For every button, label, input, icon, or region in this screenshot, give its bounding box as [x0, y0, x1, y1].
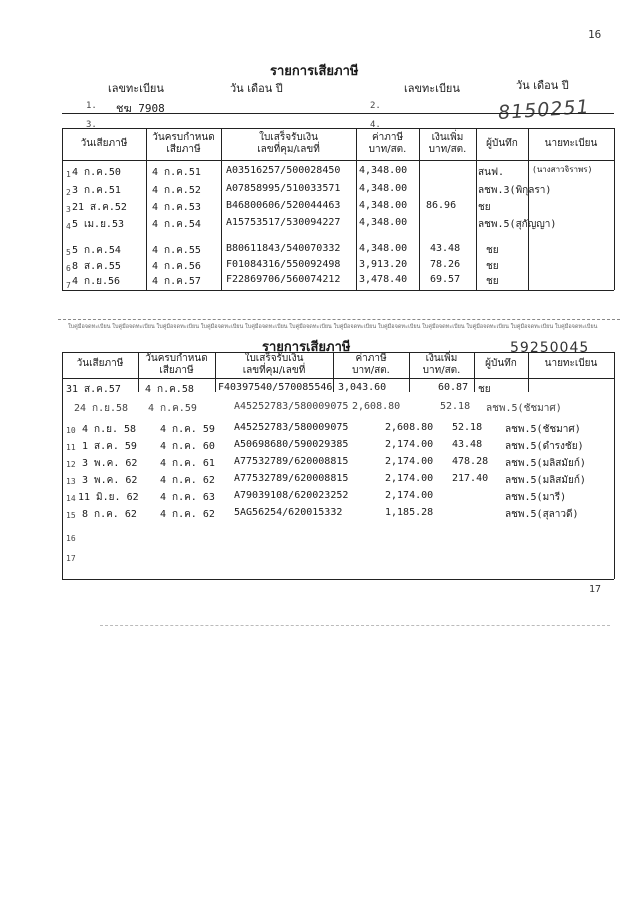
row-number: 17 [66, 554, 76, 563]
col-header-tax: ค่าภาษี บาท/สต. [368, 132, 407, 155]
receipt-number: A45252783/580009075 [234, 401, 349, 412]
recorder: ลชพ.5(สุกัญญา) [478, 219, 557, 230]
due-date: 4 ก.ค. 61 [160, 458, 215, 469]
due-date: 4 ก.ค.55 [152, 245, 201, 256]
paid-date: 21 ส.ค.52 [72, 202, 127, 213]
row-number: 13 [66, 477, 76, 486]
tax-amount: 3,043.60 [338, 382, 387, 393]
col-header-registrar: นายทะเบียน [544, 358, 598, 369]
col-header-due-date: วันครบกำหนด เสียภาษี [145, 353, 208, 376]
tax-amount: 4,348.00 [359, 200, 408, 211]
perforation-line [58, 319, 620, 320]
receipt-number: A45252783/580009075 [234, 422, 349, 433]
due-date: 4 ก.ค.59 [148, 403, 197, 414]
paid-date: 4 ก.ย.56 [72, 276, 121, 287]
rule [62, 113, 614, 114]
row-number: 6 [66, 264, 71, 273]
tax-amount: 4,348.00 [359, 165, 408, 176]
due-date: 4 ก.ค.57 [152, 276, 201, 287]
entry-no-2: 2. [370, 101, 381, 111]
col-header-due-date: วันครบกำหนด เสียภาษี [152, 132, 215, 155]
col-divider [62, 352, 63, 579]
col-divider [614, 128, 615, 290]
due-date: 4 ก.ค.52 [152, 185, 201, 196]
rule [62, 579, 614, 580]
receipt-number: 5AG56254/620015332 [234, 507, 343, 518]
plate-number: ชฆ 7908 [116, 102, 165, 115]
receipt-number: A50698680/590029385 [234, 439, 349, 450]
recorder: ลชพ.5(ชัชมาศ) [505, 424, 581, 435]
col-header-recorder: ผู้บันทึก [486, 138, 518, 149]
due-date: 4 ก.ค. 62 [160, 509, 215, 520]
receipt-number: B46800606/520044463 [226, 200, 341, 211]
tax-amount: 1,185.28 [385, 507, 434, 518]
col-header-recorder: ผู้บันทึก [485, 358, 517, 369]
paid-date: 5 ก.ค.54 [72, 245, 121, 256]
tax-amount: 3,913.20 [359, 259, 408, 270]
paid-date: 24 ก.ย.58 [74, 403, 129, 414]
recorder: ลชพ.3(พิกุลรา) [478, 185, 552, 196]
tax-amount: 2,174.00 [385, 490, 434, 501]
due-date: 4 ก.ค.58 [145, 384, 194, 395]
surcharge-amount: 86.96 [426, 200, 457, 211]
recorder: ชย [486, 276, 499, 287]
row-number: 1 [66, 170, 71, 179]
surcharge-amount: 478.28 [452, 456, 489, 467]
recorder: ลชพ.5(มารี) [505, 492, 567, 503]
paid-date: 4 ก.ค.50 [72, 167, 121, 178]
recorder: ชย [478, 384, 491, 395]
paid-date: 3 พ.ค. 62 [82, 475, 138, 486]
surcharge-amount: 60.87 [438, 382, 469, 393]
tax-amount: 4,348.00 [359, 243, 408, 254]
col-header-receipt: ใบเสร็จรับเงิน เลขที่คุม/เลขที่ [257, 132, 320, 155]
col-header-receipt: ใบเสร็จรับเงิน เลขที่คุม/เลขที่ [242, 353, 306, 376]
receipt-number: B80611843/540070332 [226, 243, 341, 254]
date-label-left: วัน เดือน ปี [230, 82, 283, 95]
row-number: 7 [66, 281, 71, 290]
due-date: 4 ก.ค. 59 [160, 424, 215, 435]
stamp-number-top: 8150251 [497, 95, 591, 125]
col-divider [476, 128, 477, 290]
tax-amount: 2,608.80 [352, 401, 401, 412]
col-header-surcharge: เงินเพิ่ม บาท/สต. [428, 132, 467, 155]
recorder: ลชพ.5(มลิสมัยก์) [505, 458, 586, 469]
entry-no-3: 3. [86, 120, 97, 130]
reg-label-left: เลขทะเบียน [108, 82, 164, 95]
paid-date: 3 ก.ค.51 [72, 185, 121, 196]
surcharge-amount: 43.48 [452, 439, 483, 450]
rule [62, 160, 614, 161]
col-divider [62, 128, 63, 290]
surcharge-amount: 69.57 [430, 274, 461, 285]
col-header-surcharge: เงินเพิ่ม บาท/สต. [422, 353, 461, 376]
receipt-number: A15753517/530094227 [226, 217, 341, 228]
rule [62, 290, 614, 291]
surcharge-amount: 217.40 [452, 473, 489, 484]
receipt-number: A77532789/620008815 [234, 473, 349, 484]
due-date: 4 ก.ค. 62 [160, 475, 215, 486]
paid-date: 8 ก.ค. 62 [82, 509, 137, 520]
receipt-number: A03516257/500028450 [226, 165, 341, 176]
paid-date: 11 มิ.ย. 62 [78, 492, 139, 503]
surcharge-amount: 52.18 [452, 422, 483, 433]
row-number: 10 [66, 426, 76, 435]
paid-date: 5 เม.ย.53 [72, 219, 124, 230]
paid-date: 8 ส.ค.55 [72, 261, 121, 272]
col-header-paid-date: วันเสียภาษี [76, 358, 124, 369]
reg-label-right: เลขทะเบียน [404, 82, 460, 95]
tax-amount: 2,608.80 [385, 422, 434, 433]
due-date: 4 ก.ค. 60 [160, 441, 215, 452]
col-header-tax: ค่าภาษี บาท/สต. [352, 353, 390, 376]
entry-no-1: 1. [86, 101, 97, 111]
col-divider [614, 352, 615, 579]
row-number: 2 [66, 188, 71, 197]
recorder: ลชพ.5(ชัชมาศ) [486, 403, 562, 414]
section-title-top: รายการเสียภาษี [270, 64, 359, 79]
recorder: ชย [478, 202, 491, 213]
rule [62, 128, 614, 129]
row-number: 11 [66, 443, 76, 452]
page-number-top: 16 [588, 28, 602, 41]
receipt-number: F40397540/570085546 [218, 382, 333, 393]
row-number: 12 [66, 460, 76, 469]
receipt-number: A77532789/620008815 [234, 456, 349, 467]
tax-amount: 2,174.00 [385, 456, 434, 467]
row-number: 15 [66, 511, 76, 520]
recorder: ลชพ.5(มลิสมัยก์) [505, 475, 586, 486]
paid-date: 4 ก.ย. 58 [82, 424, 137, 435]
receipt-number: F01084316/550092498 [226, 259, 341, 270]
col-header-registrar: นายทะเบียน [544, 138, 598, 149]
row-number: 5 [66, 248, 71, 257]
recorder: ลชพ.5(ดำรงชัย) [505, 441, 584, 452]
due-date: 4 ก.ค.53 [152, 202, 201, 213]
scan-fold-line [100, 625, 610, 626]
receipt-number: F22869706/560074212 [226, 274, 341, 285]
due-date: 4 ก.ค.56 [152, 261, 201, 272]
date-label-right: วัน เดือน ปี [516, 79, 569, 92]
row-number: 14 [66, 494, 76, 503]
row-number: 4 [66, 222, 71, 231]
recorder: สนฟ. [478, 167, 505, 178]
paid-date: 1 ส.ค. 59 [82, 441, 137, 452]
registrar-signature: (นางสาวจิราพร) [532, 165, 593, 174]
recorder: ลชพ.5(สุลาวดี) [505, 509, 579, 520]
tax-amount: 4,348.00 [359, 183, 408, 194]
row-number: 16 [66, 534, 76, 543]
recorder: ชย [486, 245, 499, 256]
row-number: 3 [66, 205, 71, 214]
col-divider [528, 128, 529, 290]
entry-no-4: 4. [370, 120, 381, 130]
stamp-number-bottom: 59250045 [510, 340, 590, 356]
watermark-strip: ใบคู่มือจดทะเบียน ใบคู่มือจดทะเบียน ใบคู่มือจดทะเบียน ใบคู่มือจดทะเบียน ใบคู่มือจดทะเบียน ใบคู่มือจดทะเบียน ใบคู่มือจดทะเบียน ใบคู่มือจดทะเบียน ใบคู่มือจดทะเบียน ใบคู่มือจดทะเบียน ใบคู่มือจดทะเบียน ใบคู่มือจดทะเบียน [68, 324, 598, 330]
tax-amount: 2,174.00 [385, 473, 434, 484]
surcharge-amount: 52.18 [440, 401, 471, 412]
tax-amount: 4,348.00 [359, 217, 408, 228]
paid-date: 3 พ.ค. 62 [82, 458, 138, 469]
tax-amount: 2,174.00 [385, 439, 434, 450]
surcharge-amount: 78.26 [430, 259, 461, 270]
page-number-bottom: 17 [589, 584, 602, 595]
tax-amount: 3,478.40 [359, 274, 408, 285]
receipt-number: A79039108/620023252 [234, 490, 349, 501]
receipt-number: A07858995/510033571 [226, 183, 341, 194]
rule [62, 378, 614, 379]
col-header-paid-date: วันเสียภาษี [80, 138, 128, 149]
recorder: ชย [486, 261, 499, 272]
due-date: 4 ก.ค.51 [152, 167, 201, 178]
surcharge-amount: 43.48 [430, 243, 461, 254]
due-date: 4 ก.ค.54 [152, 219, 201, 230]
section-title-bottom: รายการเสียภาษี [262, 340, 351, 355]
paid-date: 31 ส.ค.57 [66, 384, 121, 395]
due-date: 4 ก.ค. 63 [160, 492, 215, 503]
